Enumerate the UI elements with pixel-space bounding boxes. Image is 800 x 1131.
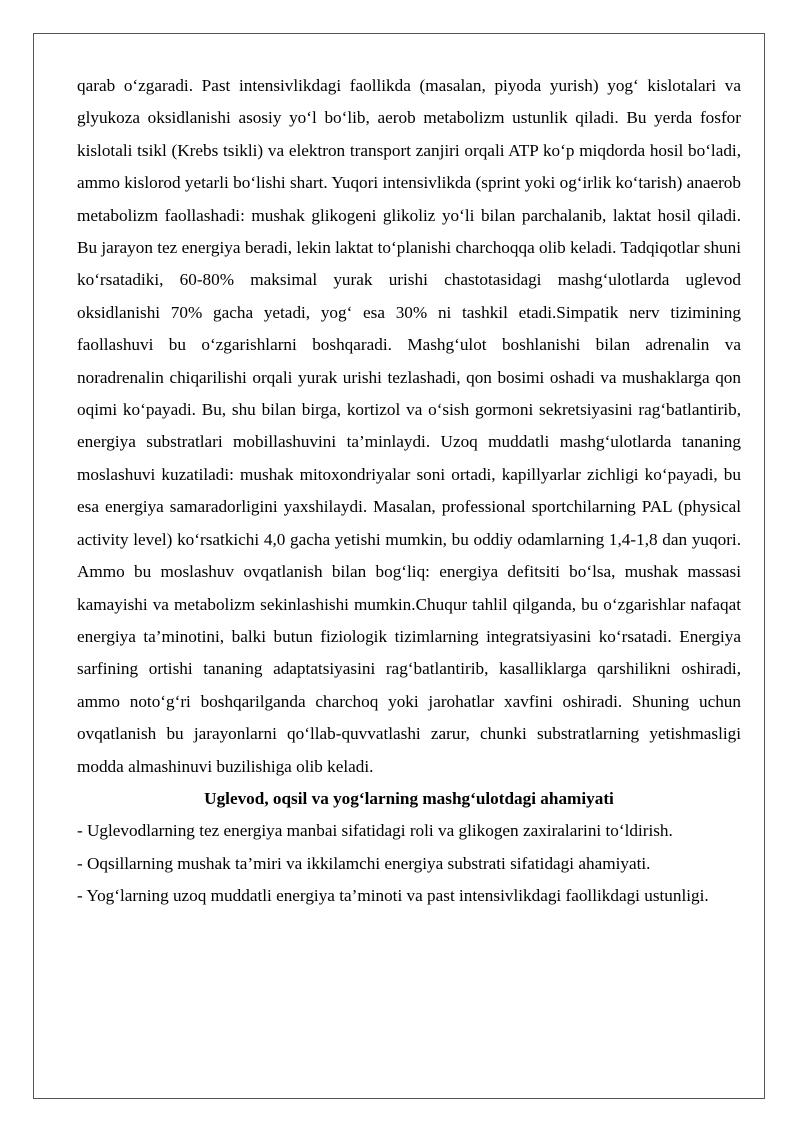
page-content <box>77 70 741 913</box>
section-heading: Uglevod, oqsil va yog‘larning mashg‘ulotdagi ahamiyati <box>204 788 614 808</box>
list-item: - Uglevodlarning tez energiya manbai sifatidagi roli va glikogen zaxiralarini to‘ldirish. <box>77 821 673 841</box>
body-paragraph: qarab o‘zgaradi. Past intensivlikdagi faollikda (masalan, piyoda yurish) yog‘ kislotalari va glyukoza oksidlanishi asosiy yo‘l bo‘lib, aerob metabolizm ustunlik qiladi. Bu yerda fosfor kislotali tsikl (Krebs tsikli) va elektron transport zanjiri orqali ATP ko‘p miqdorda hosil bo‘ladi, ammo kislorod yetarli bo‘lishi shart. Yuqori intensivlikda (sprint yoki og‘irlik ko‘tarish) anaerob metabolizm faollashadi: mushak glikogeni glikoliz yo‘li bilan parchalanib, laktat hosil qiladi. Bu jarayon tez energiya beradi, lekin laktat to‘planishi charchoqqa olib keladi. Tadqiqotlar shuni ko‘rsatadiki, 60-80% maksimal yurak urishi chastotasidagi mashg‘ulotlarda uglevod oksidlanishi 70% gacha yetadi, yog‘ esa 30% ni tashkil etadi.Simpatik nerv tizimining faollashuvi bu o‘zgarishlarni boshqaradi. Mashg‘ulot boshlanishi bilan adrenalin va noradrenalin chiqarilishi orqali yurak urishi tezlashadi, qon bosimi oshadi va mushaklarga qon oqimi ko‘payadi. Bu, shu bilan birga, kortizol va o‘sish gormoni sekretsiyasini rag‘batlantirib, energiya substratlari mobillashuvini ta’minlaydi. Uzoq muddatli mashg‘ulotlarda tananing moslashuvi kuzatiladi: mushak mitoxondriyalar soni ortadi, kapillyarlar zichligi ko‘payadi, bu esa energiya samaradorligini yaxshilaydi. Masalan, professional sportchilarning PAL (physical activity level) ko‘rsatkichi 4,0 gacha yetishi mumkin, bu oddiy odamlarning 1,4-1,8 dan yuqori. Ammo bu moslashuv ovqatlanish bilan bog‘liq: energiya defitsiti bo‘lsa, mushak massasi kamayishi va metabolizm sekinlashishi mumkin.Chuqur tahlil qilganda, bu o‘zgarishlar nafaqat energiya ta’minotini, balki butun fiziologik tizimlarning integratsiyasini ko‘rsatadi. Energiya sarfining ortishi tananing adaptatsiyasini rag‘batlantirib, kasalliklarga qarshilikni oshiradi, ammo noto‘g‘ri boshqarilganda charchoq yoki jarohatlar xavfini oshiradi. Shuning uchun ovqatlanish bu jarayonlarni qo‘llab-quvvatlashi zarur, chunki substratlarning yetishmasligi modda almashinuvi buzilishiga olib keladi. <box>77 76 741 776</box>
list-item: - Oqsillarning mushak ta’miri va ikkilamchi energiya substrati sifatidagi ahamiyati. <box>77 853 651 873</box>
list-item: - Yog‘larning uzoq muddatli energiya ta’minoti va past intensivlikdagi faollikdagi ustunligi. <box>77 886 709 906</box>
